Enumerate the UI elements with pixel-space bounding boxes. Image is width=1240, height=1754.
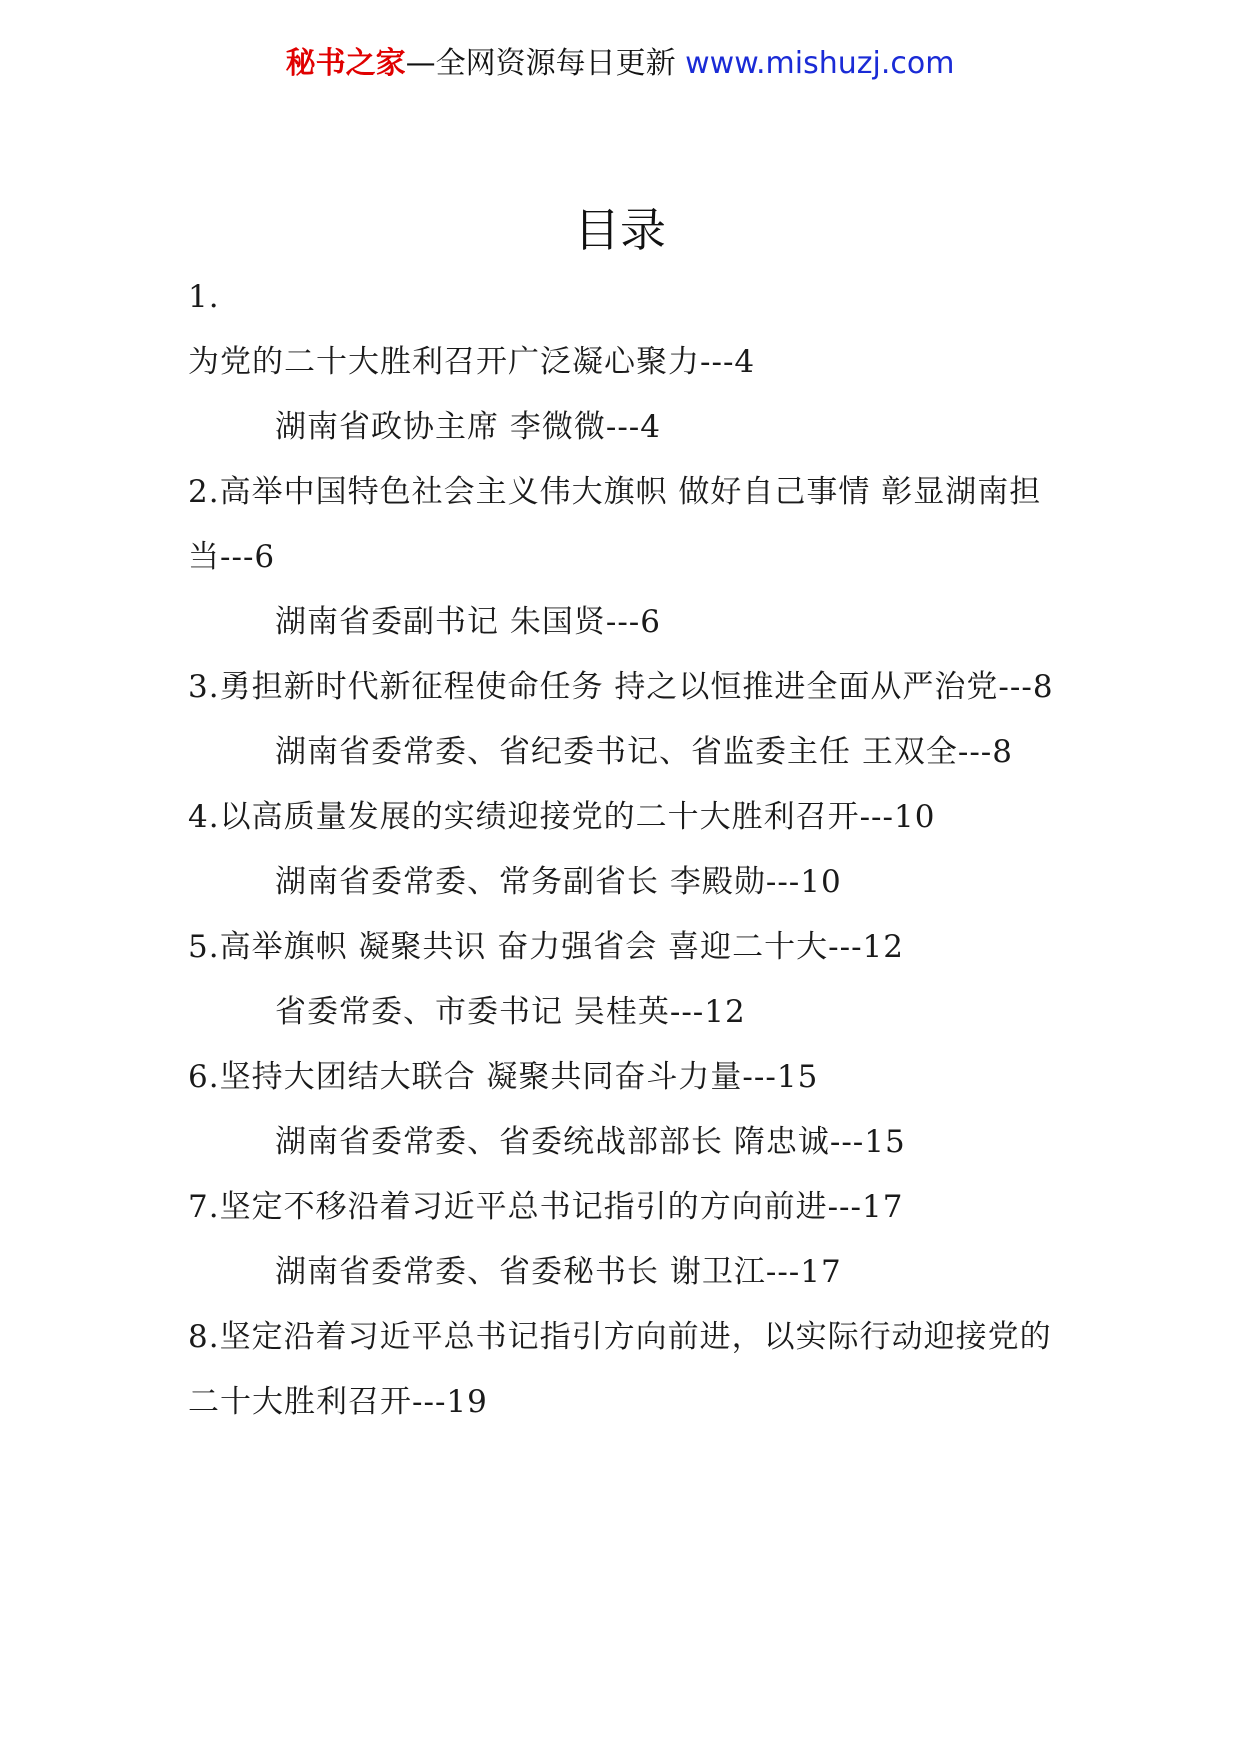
table-of-contents — [188, 265, 1058, 1435]
toc-author-4: 湖南省委常委、常务副省长 李殿勋---10 — [275, 864, 842, 900]
site-url-link[interactable]: www.mishuzj.com — [685, 46, 955, 81]
header-slogan: —全网资源每日更新 — [405, 46, 686, 81]
toc-entry-7[interactable]: 7.坚定不移沿着习近平总书记指引的方向前进---17 — [188, 1189, 904, 1225]
toc-entry-5[interactable]: 5.高举旗帜 凝聚共识 奋力强省会 喜迎二十大---12 — [188, 929, 905, 965]
toc-entry-4[interactable]: 4.以高质量发展的实绩迎接党的二十大胜利召开---10 — [188, 799, 936, 835]
toc-author-7: 湖南省委常委、省委秘书长 谢卫江---17 — [275, 1254, 842, 1290]
toc-author-1: 湖南省政协主席 李微微---4 — [275, 409, 661, 445]
toc-entry-2[interactable]: 2.高举中国特色社会主义伟大旗帜 做好自己事情 彰显湖南担当---6 — [188, 474, 1042, 575]
toc-entry-8[interactable]: 8.坚定沿着习近平总书记指引方向前进，以实际行动迎接党的二十大胜利召开---19 — [188, 1319, 1052, 1420]
page-title: 目录 — [574, 203, 666, 257]
site-header — [0, 44, 1240, 84]
toc-author-6: 湖南省委常委、省委统战部部长 隋忠诚---15 — [275, 1124, 906, 1160]
toc-entry-6[interactable]: 6.坚持大团结大联合 凝聚共同奋斗力量---15 — [188, 1059, 819, 1095]
toc-entry-1[interactable]: 为党的二十大胜利召开广泛凝心聚力---4 — [188, 344, 756, 380]
toc-entry-3[interactable]: 3.勇担新时代新征程使命任务 持之以恒推进全面从严治党---8 — [188, 669, 1054, 705]
toc-author-3: 湖南省委常委、省纪委书记、省监委主任 王双全---8 — [275, 734, 1013, 770]
brand-name: 秘书之家 — [285, 46, 406, 81]
toc-author-5: 省委常委、市委书记 吴桂英---12 — [275, 994, 746, 1030]
toc-entry-number-1[interactable]: 1. — [188, 279, 220, 315]
toc-author-2: 湖南省委副书记 朱国贤---6 — [275, 604, 661, 640]
